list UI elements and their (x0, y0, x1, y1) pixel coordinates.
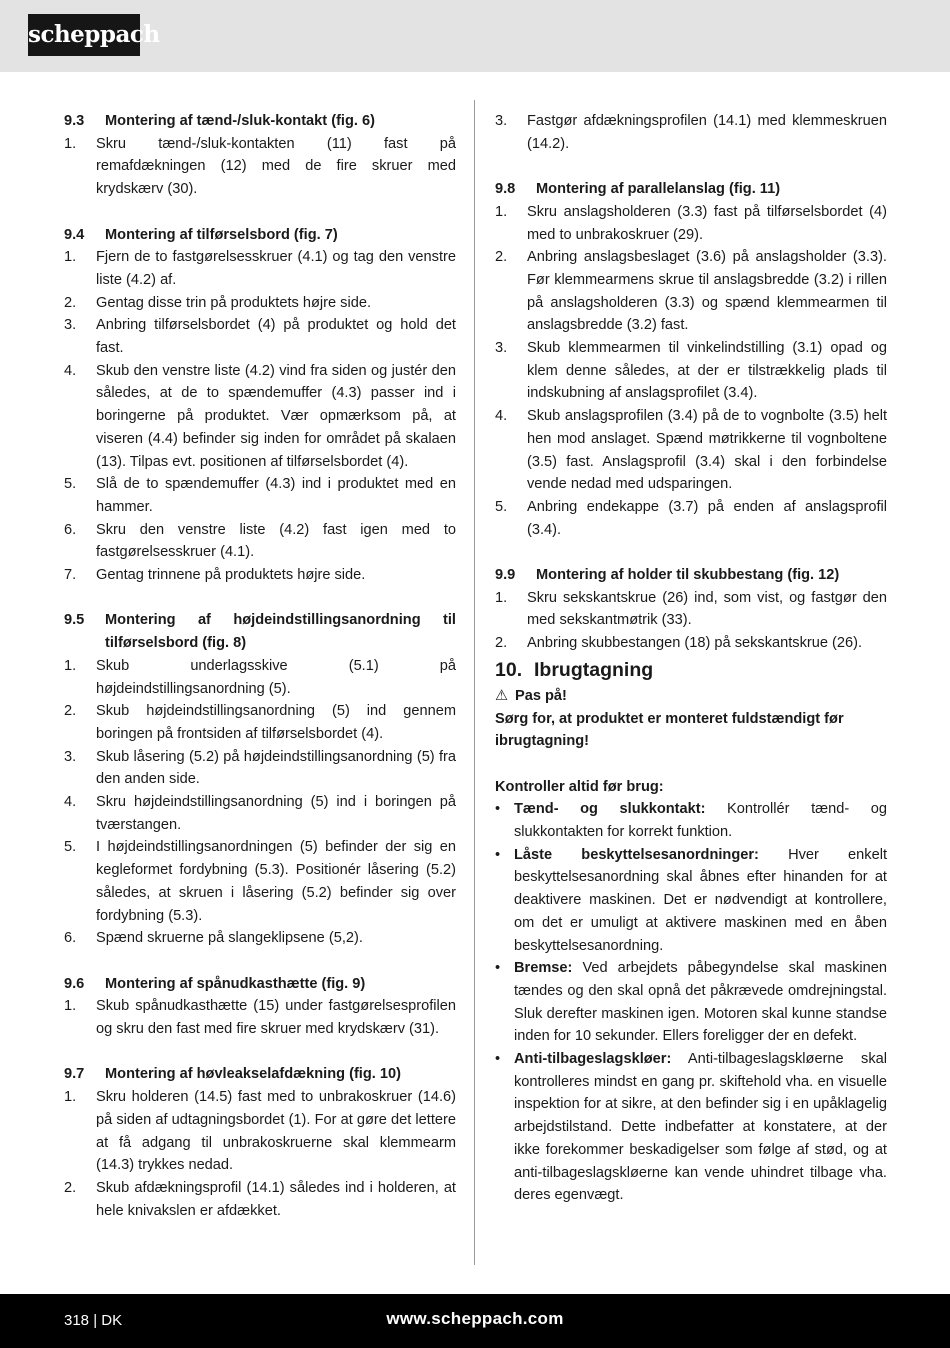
item-number: 6. (64, 521, 77, 538)
item-text: Skub underlagsskive (5.1) på højdeindstillingsanordning (5). (96, 657, 456, 697)
item-text: Skub afdækningsprofil (14.1) således ind i holderen, at hele knivakslen er afdækket. (96, 1179, 456, 1219)
item-text: Anbring anslagsbeslaget (3.6) på anslagsholder (3.3). Før klemmearmens skrue til anslagsbredde (3.2) i rillen på anslagsholderen (3.3) og spænd klemmearmen til anslagsbredde (3.2) fast. (527, 249, 887, 334)
page-separator: | (93, 1312, 98, 1329)
item-number: 4. (64, 362, 77, 379)
item-number: 1. (495, 589, 508, 606)
item-number: 1. (495, 203, 508, 220)
list-item (495, 337, 887, 405)
warning-title: Pas på! (515, 687, 567, 704)
item-number: 1. (64, 135, 77, 152)
bullet-text: Hver enkelt beskyttelsesanordning skal åbnes efter hinanden for at deaktivere maskinen. Det er nødvendigt at kontrollere, om det er umuligt at aktivere maskinen med en åben beskyttelsesanordning. (514, 846, 887, 954)
page-header (0, 0, 950, 72)
list-item (64, 473, 456, 518)
item-number: 3. (495, 340, 508, 357)
section-heading-9-4 (64, 224, 456, 247)
section-number: 9.4 (64, 226, 85, 243)
list-item (495, 496, 887, 541)
section-number: 9.9 (495, 567, 516, 584)
item-text: Skub spånudkasthætte (15) under fastgørelsesprofilen og skru den fast med fire skruer med krydskærv (31). (96, 998, 456, 1038)
list-item (64, 1086, 456, 1177)
column-divider (474, 100, 475, 1265)
bullet-label: Låste beskyttelsesanordninger: (514, 846, 759, 863)
warning-heading (495, 685, 887, 708)
item-number: 1. (64, 249, 77, 266)
section-heading-9-5 (64, 609, 456, 654)
section-heading-9-9 (495, 564, 887, 587)
item-text: Skru den venstre liste (4.2) fast igen med to fastgørelsesskruer (4.1). (96, 521, 456, 561)
item-text: Spænd skruerne på slangeklipsene (5,2). (96, 930, 363, 947)
list-item (495, 587, 887, 632)
bullet-item (495, 798, 887, 843)
chapter-heading-10 (495, 655, 887, 685)
item-number: 5. (64, 476, 77, 493)
item-text: Fjern de to fastgørelsesskruer (4.1) og tag den venstre liste (4.2) af. (96, 249, 456, 288)
section-title: Montering af højdeindstillingsanordning til tilførselsbord (fig. 8) (105, 612, 456, 652)
section-title: Montering af tænd-/sluk-kontakt (fig. 6) (105, 113, 375, 129)
language-code: DK (101, 1312, 123, 1329)
item-number: 3. (495, 113, 508, 129)
item-number: 7. (64, 567, 77, 584)
list-item (495, 201, 887, 246)
item-number: 2. (495, 635, 508, 652)
item-number: 1. (64, 998, 77, 1015)
section-number: 9.5 (64, 612, 85, 629)
bullet-label: Bremse: (514, 960, 573, 977)
list-item (64, 746, 456, 791)
section-number: 9.6 (64, 975, 85, 992)
list-item (64, 292, 456, 315)
item-text: Gentag trinnene på produktets højre side. (96, 567, 366, 584)
item-text: Anbring skubbestangen (18) på sekskantskrue (26). (527, 635, 863, 652)
list-item (64, 133, 456, 201)
list-item (64, 360, 456, 474)
bullet-icon: • (495, 1051, 501, 1068)
list-item (64, 655, 456, 700)
section-heading-9-8 (495, 178, 887, 201)
bullet-text: Anti-tilbageslagskløerne skal kontrolleres mindst en gang pr. skiftehold vha. en visuelle inspektion for at sikre, at den befinder sig i en upåklagelig arbejdstilstand. Dette indbefatter at konstatere, at der ikke forekommer beskadigelser som følge af stød, og at anti-tilbageslagskløerne kan vende uhindret tilbage vha. deres egenvægt. (514, 1051, 888, 1204)
item-text: Skub låsering (5.2) på højdeindstillingsanordning (5) fra den anden side. (96, 748, 456, 788)
item-number: 2. (64, 1179, 77, 1196)
warning-text: Sørg for, at produktet er monteret fuldstændigt før ibrugtagning! (495, 710, 844, 750)
list-item (64, 700, 456, 745)
item-number: 4. (495, 408, 508, 425)
item-number: 1. (64, 1089, 77, 1106)
item-text: Skub anslagsprofilen (3.4) på de to vognbolte (3.5) helt hen mod anslaget. Spænd møtrikkerne til vognboltene (3.5) fast. Anslagsprofil (3.4) skal i den forbindelse vende nedad med udsparingen. (527, 408, 887, 493)
warning-triangle-icon: ⚠ (495, 687, 509, 704)
item-text: Skru sekskantskrue (26) ind, som vist, og fastgør den med sekskantmøtrik (33). (527, 589, 887, 629)
list-item (64, 927, 456, 950)
list-item (64, 791, 456, 836)
list-item (64, 519, 456, 564)
bullet-icon: • (495, 846, 501, 863)
item-number: 1. (64, 657, 77, 674)
item-text: Skru højdeindstillingsanordning (5) ind i boringen på tværstangen. (96, 794, 456, 833)
bullet-text: Ved arbejdets påbegyndelse skal maskinen tændes og den skal opnå det påkrævede omdrejningstal. Sluk derefter maskinen igen. Motoren skal kunne standse inden for 10 sekunder. Ellers foreligger der en defekt. (514, 960, 887, 1045)
section-number: 9.7 (64, 1066, 85, 1083)
list-item (495, 246, 887, 337)
item-text: Skub den venstre liste (4.2) vind fra siden og justér den således, at de to spændemuffer (4.3) passer ind i boringerne på produktet. Vær opmærksom på, at viseren (4.4) befinder sig inden for området på skalaen (13). Tilpas evt. positionen af tilførselsbordet (4). (96, 362, 456, 470)
scheppach-logo: scheppach (28, 14, 140, 56)
list-item (64, 246, 456, 291)
bullet-label: Anti-tilbageslagskløer: (514, 1051, 672, 1068)
section-heading-9-7 (64, 1063, 456, 1086)
website-link[interactable]: www.scheppach.com (386, 1309, 564, 1328)
section-number: 9.3 (64, 113, 85, 129)
check-heading: Kontroller altid før brug: (495, 778, 664, 795)
item-number: 5. (64, 839, 77, 856)
item-number: 2. (64, 294, 77, 311)
page-number-value: 318 (64, 1312, 90, 1329)
item-text: Anbring endekappe (3.7) på enden af anslagsprofil (3.4). (527, 498, 887, 538)
item-text: Skub højdeindstillingsanordning (5) ind gennem boringen på frontsiden af tilførselsbordet (4). (96, 703, 456, 742)
list-item (64, 564, 456, 587)
item-number: 6. (64, 930, 77, 947)
item-text: Gentag disse trin på produktets højre side. (96, 294, 371, 311)
list-item (64, 314, 456, 359)
item-number: 3. (64, 317, 77, 334)
item-text: Skub klemmearmen til vinkelindstilling (3.1) opad og klem denne således, at der er tilstrækkelig plads til indskubning af anslagsprofilet (3.4). (527, 340, 887, 402)
list-item (64, 995, 456, 1040)
chapter-title: Ibrugtagning (534, 658, 654, 681)
item-text: Anbring tilførselsbordet (4) på produktet og hold det fast. (96, 317, 456, 357)
item-text: I højdeindstillingsanordningen (5) befinder der sig en kegleformet fordybning (5.3). Positionér låsering (5.2) således, at skruen i låsering (5.2) befinder sig over fordybning (5.3). (96, 839, 456, 924)
page-footer (0, 1294, 950, 1348)
item-number: 2. (64, 703, 77, 720)
list-item (64, 836, 456, 927)
bullet-icon: • (495, 801, 501, 818)
item-text: Skru holderen (14.5) fast med to unbrakoskruer (14.6) på siden af udtagningsbordet (1). For at gøre det lettere at få adgang til unbrakoskruerne skal klemmearm (14.3) trykkes nedad. (96, 1089, 456, 1174)
section-number: 9.8 (495, 181, 516, 198)
right-column (495, 110, 887, 1207)
bullet-text: Kontrollér tænd- og slukkontakten for korrekt funktion. (514, 801, 887, 841)
item-number: 3. (64, 748, 77, 765)
section-heading-9-6 (64, 973, 456, 996)
section-title: Montering af parallelanslag (fig. 11) (536, 181, 781, 198)
section-title: Montering af spånudkasthætte (fig. 9) (105, 975, 366, 992)
section-heading-9-3 (64, 110, 456, 133)
item-number: 2. (495, 249, 508, 266)
chapter-number: 10. (495, 658, 523, 681)
section-title: Montering af holder til skubbestang (fig. 12) (536, 567, 840, 584)
list-item (495, 632, 887, 655)
bullet-label: Tænd- og slukkontakt: (514, 801, 706, 818)
list-item (495, 110, 887, 155)
item-number: 4. (64, 794, 77, 811)
section-title: Montering af tilførselsbord (fig. 7) (105, 226, 338, 243)
item-text: Fastgør afdækningsprofilen (14.1) med klemmeskruen (14.2). (527, 113, 887, 152)
list-item (495, 405, 887, 496)
bullet-item (495, 957, 887, 1048)
bullet-item (495, 1048, 887, 1207)
list-item (64, 1177, 456, 1222)
item-text: Slå de to spændemuffer (4.3) ind i produktet med en hammer. (96, 476, 456, 515)
item-text: Skru anslagsholderen (3.3) fast på tilførselsbordet (4) med to unbrakoskruer (29). (527, 203, 887, 243)
bullet-icon: • (495, 960, 501, 977)
item-number: 5. (495, 498, 508, 515)
section-title: Montering af høvleakselafdækning (fig. 10) (105, 1066, 401, 1083)
bullet-item (495, 844, 887, 958)
item-text: Skru tænd-/sluk-kontakten (11) fast på remafdækningen (12) med de fire skruer med krydskærv (30). (96, 135, 456, 198)
left-column (64, 110, 456, 1222)
